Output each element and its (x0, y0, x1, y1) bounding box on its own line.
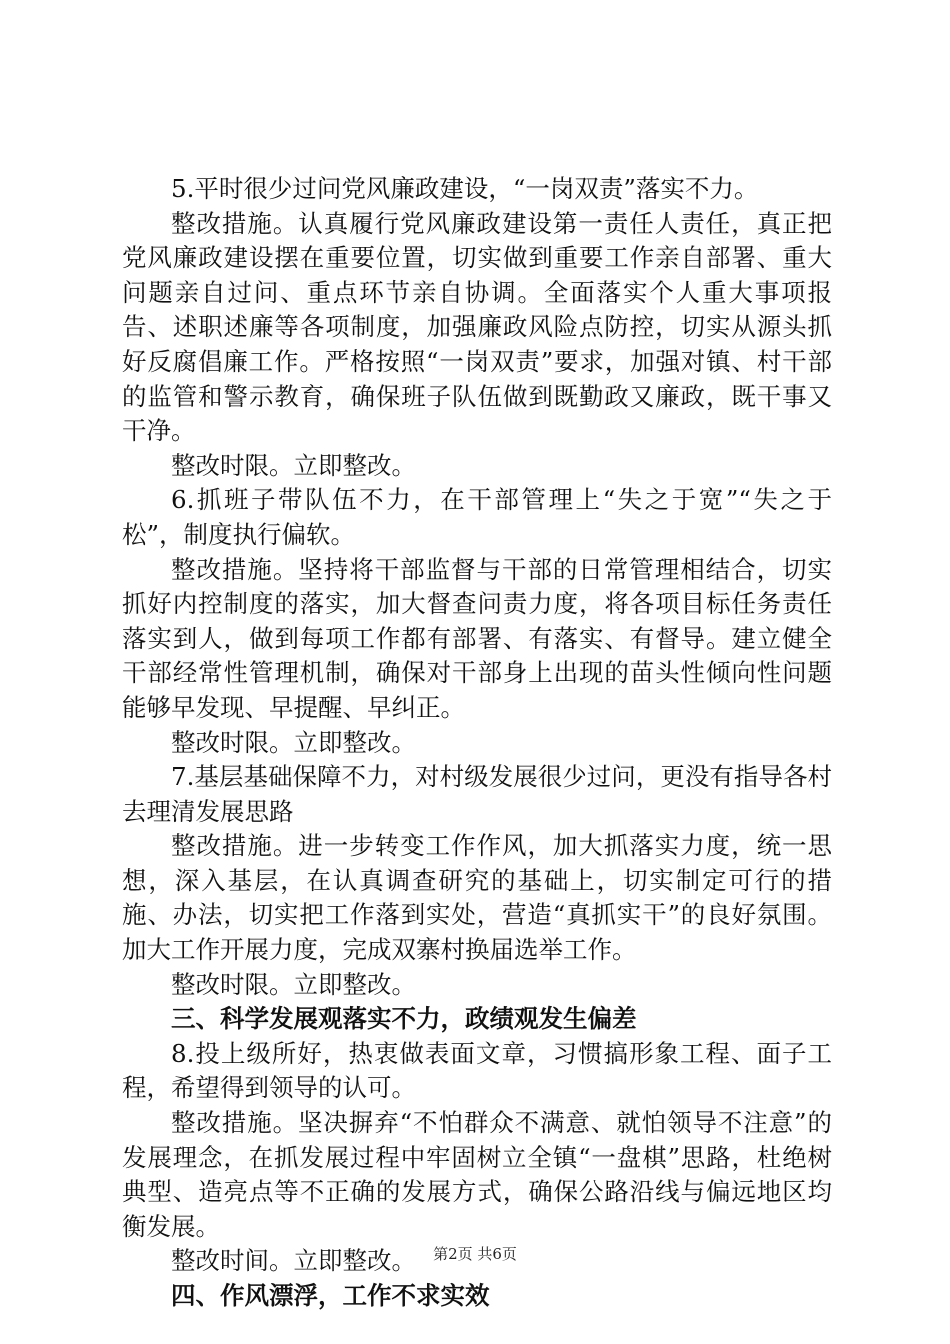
paragraph-item-5: 5.平时很少过问党风廉政建设，“一岗双责”落实不力。 (171, 174, 759, 203)
section-heading-4: 四、作风漂浮，工作不求实效 (171, 1281, 490, 1310)
paragraph-item-8: 8.投上级所好，热衷做表面文章，习惯搞形象工程、面子工程，希望得到领导的认可。 (122, 1038, 832, 1103)
page-number: 第2页 共6页 (433, 1245, 517, 1263)
paragraph-item-7: 7.基层基础保障不力，对村级发展很少过问，更没有指导各村去理清发展思路 (122, 762, 832, 826)
document-body (122, 172, 832, 1314)
paragraph-deadline-5: 整改时限。立即整改。 (171, 450, 416, 480)
paragraph-deadline-6: 整改时限。立即整改。 (171, 727, 416, 757)
paragraph-measures-8: 整改措施。坚决摒弃“不怕群众不满意、就怕领导不注意”的发展理念，在抓发展过程中牢固树立全镇“一盘棋”思路，杜绝树典型、造亮点等不正确的发展方式，确保公路沿线与偏远地区均衡发展。 (122, 1108, 832, 1241)
paragraph-measures-6: 整改措施。坚持将干部监督与干部的日常管理相结合，切实抓好内控制度的落实，加大督查问责力度，将各项目标任务责任落实到人，做到每项工作都有部署、有落实、有督导。建立健全干部经常性管理机制，确保对干部身上出现的苗头性倾向性问题能够早发现、早提醒、早纠正。 (122, 554, 832, 722)
section-heading-3: 三、科学发展观落实不力，政绩观发生偏差 (171, 1004, 637, 1034)
paragraph-measures-5: 整改措施。认真履行党风廉政建设第一责任人责任，真正把党风廉政建设摆在重要位置，切实做到重要工作亲自部署、重大问题亲自过问、重点环节亲自协调。全面落实个人重大事项报告、述职述廉等各项制度，加强廉政风险点防控，切实从源头抓好反腐倡廉工作。严格按照“一岗双责”要求，加强对镇、村干部的监管和警示教育，确保班子队伍做到既勤政又廉政，既干事又干净。 (122, 208, 832, 446)
paragraph-measures-7: 整改措施。进一步转变工作作风，加大抓落实力度，统一思想，深入基层，在认真调查研究的基础上，切实制定可行的措施、办法，切实把工作落到实处，营造“真抓实干”的良好氛围。加大工作开展力度，完成双寨村换届选举工作。 (122, 831, 832, 965)
page-footer (0, 1243, 950, 1264)
paragraph-item-6: 6.抓班子带队伍不力，在干部管理上“失之于宽”“失之于松”，制度执行偏软。 (122, 485, 832, 549)
paragraph-deadline-7: 整改时限。立即整改。 (171, 969, 416, 999)
paragraph-deadline-8: 整改时间。立即整改。 (171, 1246, 416, 1276)
